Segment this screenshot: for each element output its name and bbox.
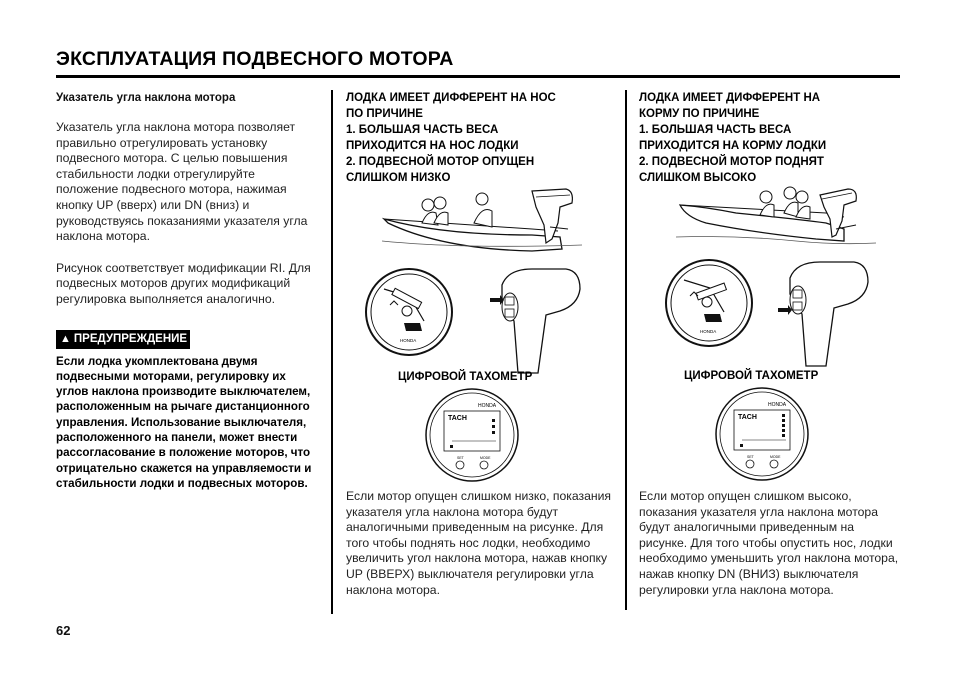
tacho-caption: ЦИФРОВОЙ ТАХОМЕТР — [398, 371, 533, 383]
svg-text:HONDA: HONDA — [768, 402, 787, 408]
boat-stern-down-illustration — [676, 183, 876, 253]
svg-text:HONDA: HONDA — [478, 403, 497, 409]
heading-line: СЛИШКОМ НИЗКО — [346, 172, 451, 184]
warning-triangle-icon: ▲ — [60, 332, 71, 345]
trim-gauge-icon — [664, 258, 754, 348]
column-divider — [331, 90, 333, 614]
middle-heading — [346, 90, 618, 186]
model-note-paragraph: Рисунок соответствует модификации RI. Для подвесных моторов других модификаций регулировка выполняется аналогично. — [56, 260, 311, 306]
heading-line: 2. ПОДВЕСНОЙ МОТОР ОПУЩЕН — [346, 156, 535, 168]
warning-badge — [56, 330, 190, 349]
tacho-caption: ЦИФРОВОЙ ТАХОМЕТР — [684, 370, 819, 382]
right-body-paragraph: Если мотор опущен слишком высоко, показания указателя угла наклона мотора будут аналогичными приведенным на рисунке. Для того чтобы опустить нос, лодки необходимо уменьшить угол наклона мотора, нажав кнопку DN (ВНИЗ) выключателя регулировки угла наклона мотора. — [639, 489, 899, 597]
intro-paragraph: Указатель угла наклона мотора позволяет правильно отрегулировать установку подвесного мотора. С целью повышения стабильности лодки отрегулируйте положение подвесного мотора, нажимая кнопку UP (вверх) или DN (вниз) и руководствуясь показаниями указателя угла наклона мотора. — [56, 120, 308, 244]
remote-control-lever-illustration — [776, 258, 876, 368]
svg-text:SET: SET — [457, 456, 464, 460]
heading-line: ЛОДКА ИМЕЕТ ДИФФЕРЕНТ НА НОС — [346, 92, 556, 104]
page-title: ЭКСПЛУАТАЦИЯ ПОДВЕСНОГО МОТОРА — [56, 48, 454, 70]
boat-bow-down-illustration — [382, 183, 582, 255]
title-rule — [56, 75, 900, 78]
heading-line: ПРИХОДИТСЯ НА КОРМУ ЛОДКИ — [639, 140, 827, 152]
middle-body-paragraph: Если мотор опущен слишком низко, показания указателя угла наклона мотора будут аналогичными приведенным на рисунке. Для того чтобы поднять нос лодки, необходимо увеличить угол наклона мотора, нажав кнопку UP (ВВЕРХ) выключателя регулировки угла наклона мотора. — [346, 489, 611, 597]
digital-tachometer-icon — [424, 387, 520, 483]
warning-text: Если лодка укомплектована двумя подвесными моторами, регулировку их углов наклона производите выключателем, расположенным на рычаге дистанционного управления. Использование выключателя, расположенного на панели, может внести рассогласование в положение моторов, что отрицательно скажется на управляемости и стабильности лодки и подвесных моторов. — [56, 354, 312, 490]
right-heading — [639, 90, 901, 186]
heading-line: ПО ПРИЧИНЕ — [346, 108, 423, 120]
svg-text:HONDA: HONDA — [400, 338, 417, 343]
heading-line: КОРМУ ПО ПРИЧИНЕ — [639, 108, 760, 120]
heading-line: ЛОДКА ИМЕЕТ ДИФФЕРЕНТ НА — [639, 92, 821, 104]
svg-text:SET: SET — [747, 455, 754, 459]
heading-line: СЛИШКОМ ВЫСОКО — [639, 172, 757, 184]
svg-text:HONDA: HONDA — [700, 329, 717, 334]
left-column — [56, 90, 318, 491]
digital-tachometer-icon — [714, 386, 810, 482]
heading-line: 1. БОЛЬШАЯ ЧАСТЬ ВЕСА — [346, 124, 499, 136]
svg-text:TACH: TACH — [448, 415, 467, 422]
warning-label: ПРЕДУПРЕЖДЕНИЕ — [73, 332, 188, 345]
press-down-arrow-icon — [778, 305, 792, 315]
remote-control-lever-illustration — [488, 265, 588, 375]
svg-text:MODE: MODE — [770, 455, 781, 459]
trim-gauge-icon — [364, 267, 454, 357]
column-divider — [625, 90, 627, 610]
heading-line: 2. ПОДВЕСНОЙ МОТОР ПОДНЯТ — [639, 156, 824, 168]
page-number: 62 — [56, 623, 71, 638]
heading-line: 1. БОЛЬШАЯ ЧАСТЬ ВЕСА — [639, 124, 792, 136]
section-title: Указатель угла наклона мотора — [56, 92, 236, 104]
svg-text:TACH: TACH — [738, 414, 757, 421]
svg-text:MODE: MODE — [480, 456, 491, 460]
heading-line: ПРИХОДИТСЯ НА НОС ЛОДКИ — [346, 140, 519, 152]
